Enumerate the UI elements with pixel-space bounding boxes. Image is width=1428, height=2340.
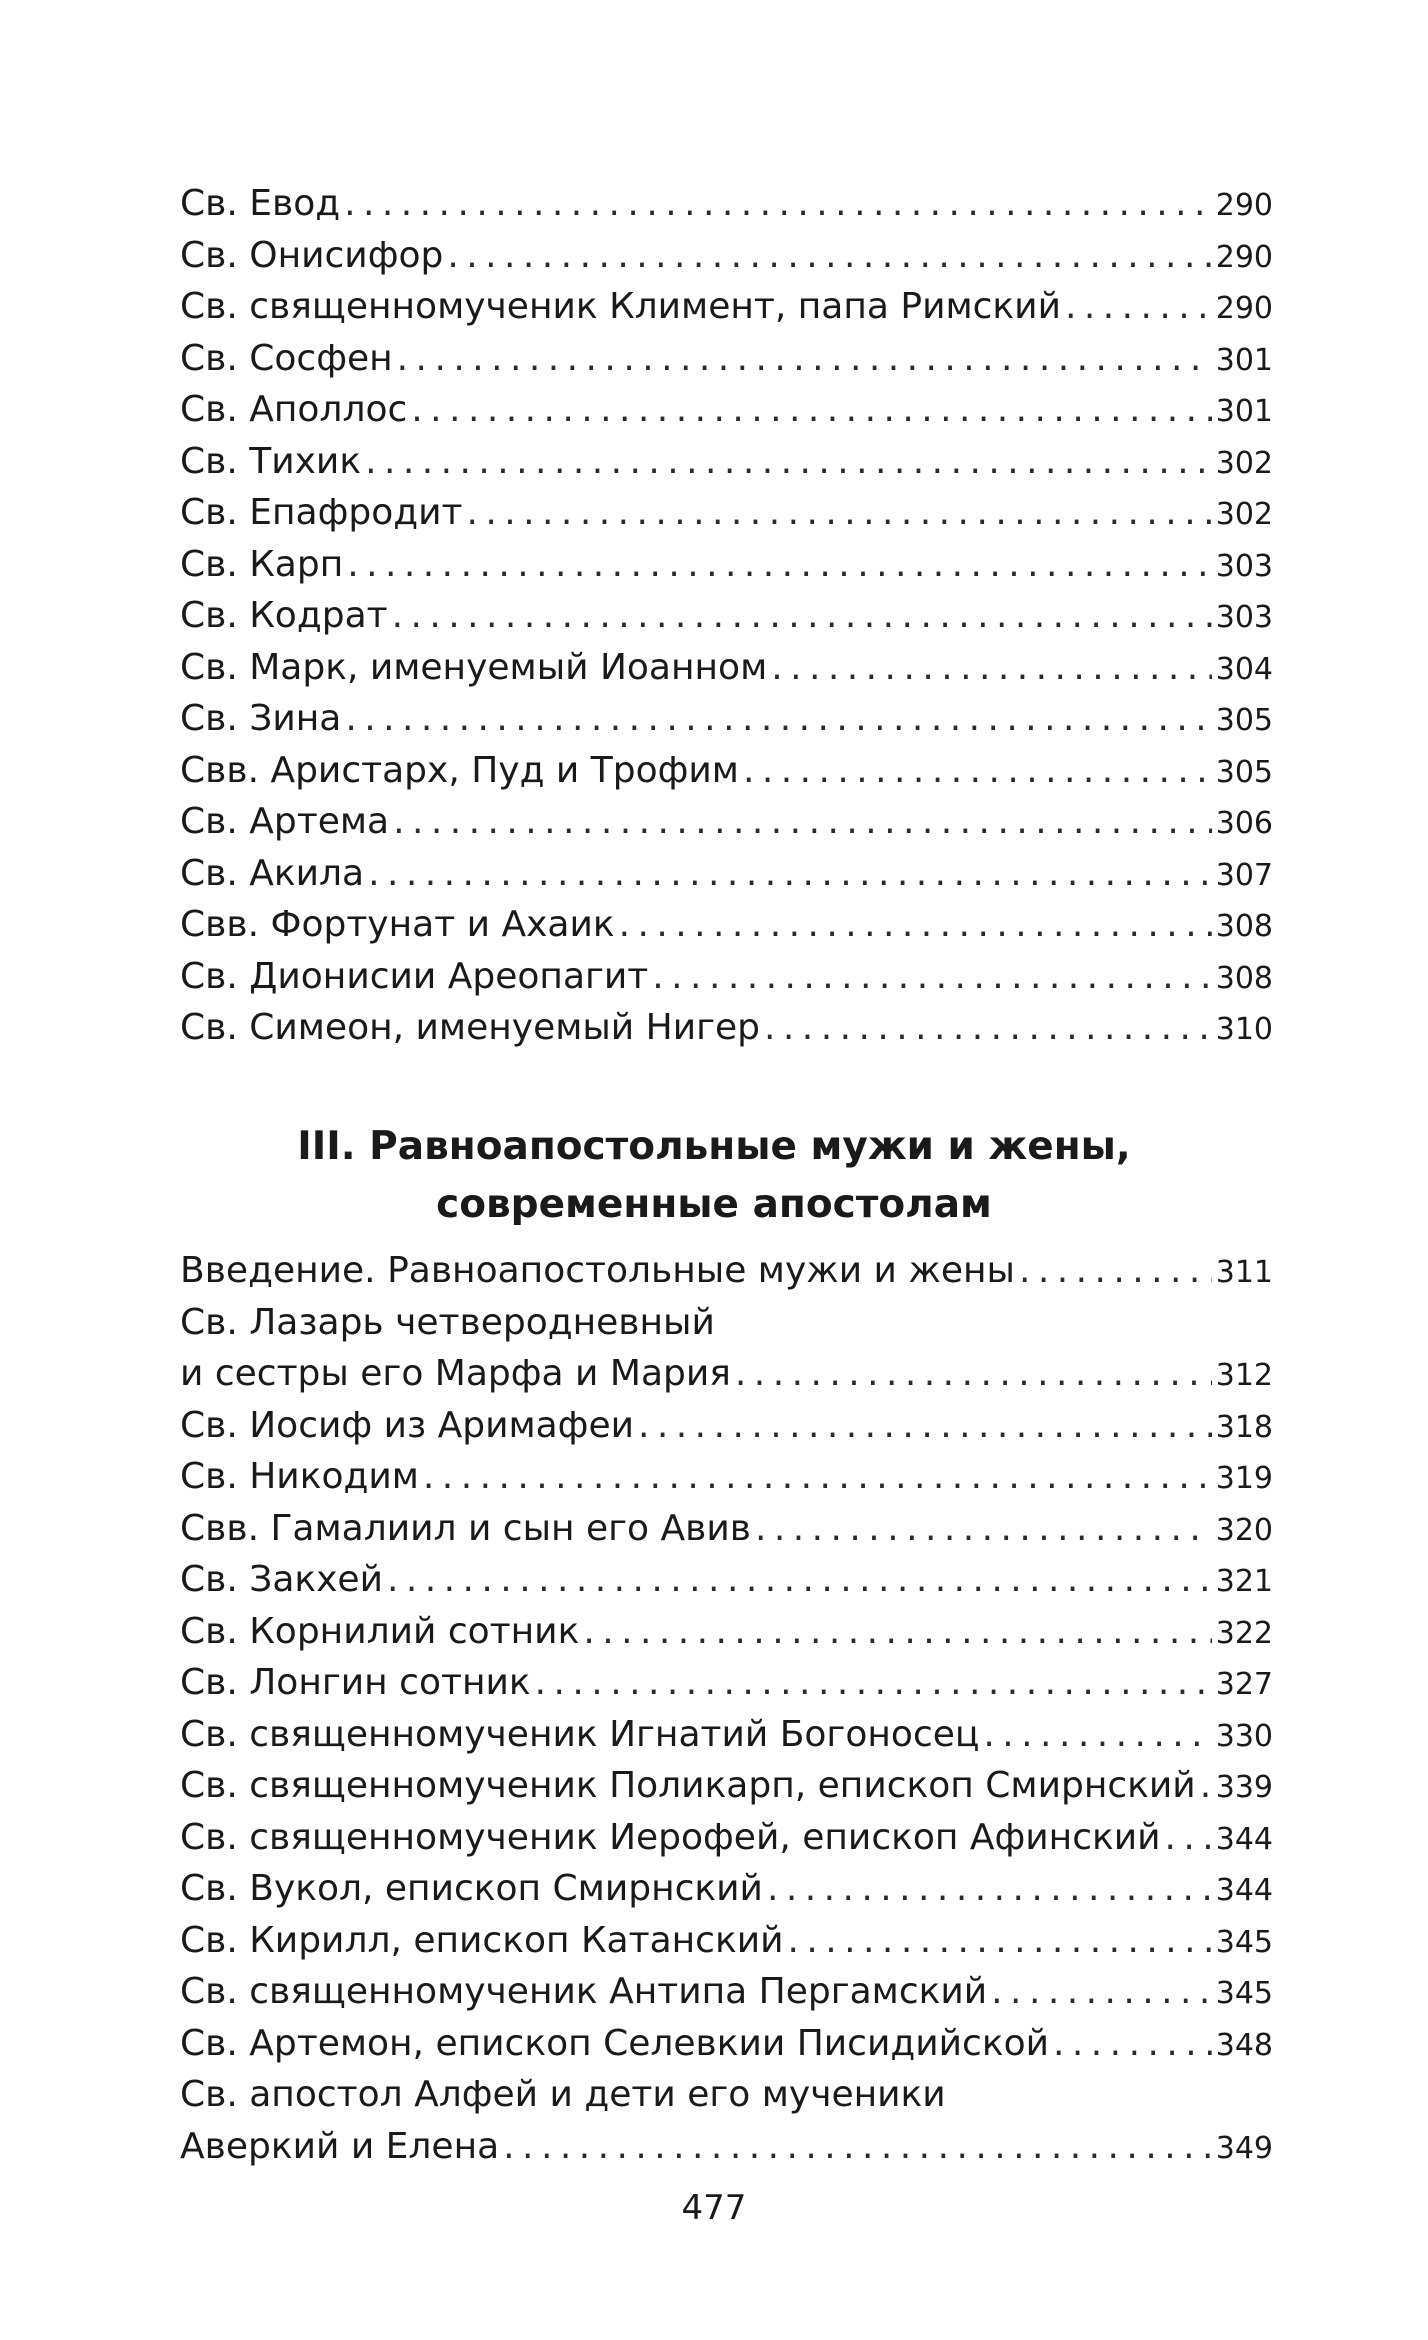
toc-entry-page: 305 bbox=[1215, 703, 1273, 738]
dot-leader bbox=[788, 1915, 1212, 1967]
toc-entry bbox=[180, 1915, 1273, 1967]
toc-entry-page: 302 bbox=[1215, 497, 1273, 532]
toc-entry bbox=[180, 1863, 1273, 1915]
toc-entry-page: 345 bbox=[1215, 1976, 1273, 2011]
toc-entry bbox=[180, 436, 1273, 488]
toc-entry-title: Свв. Аристарх, Пуд и Трофим bbox=[180, 749, 739, 791]
toc-entry-title: Св. Артемон, епископ Селевкии Писидийской bbox=[180, 2022, 1050, 2064]
toc-entry-page: 320 bbox=[1215, 1512, 1273, 1548]
toc-entry-page: 308 bbox=[1215, 909, 1273, 944]
toc-entry-title: Св. Артема bbox=[180, 801, 390, 842]
toc-entry-title: Св. Епафродит bbox=[180, 492, 463, 533]
toc-entry-page: 319 bbox=[1215, 1461, 1273, 1496]
toc-entry bbox=[180, 281, 1273, 333]
toc-entry-page: 348 bbox=[1215, 2027, 1273, 2063]
toc-entry bbox=[180, 1606, 1273, 1658]
toc-entry bbox=[180, 951, 1273, 1003]
dot-leader bbox=[467, 487, 1212, 539]
toc-entry-page: 327 bbox=[1215, 1667, 1273, 1702]
dot-leader bbox=[1065, 281, 1212, 333]
toc-entry bbox=[180, 1002, 1273, 1054]
toc-entry bbox=[180, 1812, 1273, 1864]
dot-leader bbox=[344, 178, 1212, 230]
dot-leader bbox=[764, 1002, 1212, 1054]
section-heading-line-1: III. Равноапостольные мужи и жены, bbox=[297, 1124, 1131, 1169]
toc-entry bbox=[180, 2018, 1273, 2070]
dot-leader bbox=[365, 436, 1212, 488]
toc-entry-page: 339 bbox=[1215, 1770, 1273, 1805]
dot-leader bbox=[392, 590, 1212, 642]
toc-entry-title: Св. Карп bbox=[180, 543, 344, 585]
toc-entry-page: 345 bbox=[1215, 1924, 1273, 1960]
toc-entry bbox=[180, 1451, 1273, 1503]
toc-entry-title: Аверкий и Елена bbox=[180, 2125, 500, 2167]
page-number: 477 bbox=[681, 2188, 747, 2228]
toc-entry bbox=[180, 1554, 1273, 1606]
toc-entry-page: 307 bbox=[1215, 857, 1273, 893]
dot-leader bbox=[393, 796, 1212, 848]
dot-leader bbox=[345, 693, 1211, 745]
dot-leader bbox=[735, 1348, 1212, 1400]
toc-entry-page: 305 bbox=[1215, 754, 1273, 790]
toc-entry-page: 349 bbox=[1215, 2130, 1273, 2166]
toc-entry-title: Св. Марк, именуемый Иоанном bbox=[180, 646, 768, 688]
toc-entry-title: Св. Зина bbox=[180, 698, 342, 739]
toc-entry-page: 302 bbox=[1215, 445, 1273, 481]
toc-list-top bbox=[180, 178, 1273, 1054]
dot-leader bbox=[771, 642, 1212, 694]
toc-entry bbox=[180, 1657, 1273, 1709]
dot-leader bbox=[1200, 1760, 1212, 1812]
dot-leader bbox=[411, 384, 1211, 436]
dot-leader bbox=[743, 745, 1212, 797]
toc-entry bbox=[180, 539, 1273, 591]
toc-entry-title: Введение. Равноапостольные мужи и жены bbox=[180, 1250, 1015, 1291]
toc-entry-page: 344 bbox=[1215, 1821, 1273, 1857]
toc-entry-title: Св. Кирилл, епископ Катанский bbox=[180, 1919, 784, 1961]
dot-leader bbox=[1053, 2018, 1212, 2070]
toc-entry-page: 301 bbox=[1215, 342, 1273, 378]
dot-leader bbox=[535, 1657, 1212, 1709]
toc-entry bbox=[180, 796, 1273, 848]
dot-leader bbox=[991, 1966, 1212, 2018]
section-heading bbox=[0, 1118, 1428, 1234]
toc-entry-title: Св. Сосфен bbox=[180, 337, 393, 379]
toc-entry-title: Св. Онисифор bbox=[180, 234, 444, 276]
toc-entry-title: Св. Евод bbox=[180, 183, 341, 224]
toc-entry-page: 303 bbox=[1215, 548, 1273, 584]
dot-leader bbox=[447, 230, 1211, 282]
toc-entry bbox=[180, 1503, 1273, 1555]
toc-entry bbox=[180, 487, 1273, 539]
toc-entry bbox=[180, 230, 1273, 282]
toc-entry bbox=[180, 899, 1273, 951]
toc-entry bbox=[180, 642, 1273, 694]
toc-entry-page: 311 bbox=[1215, 1255, 1273, 1290]
toc-entry-page: 344 bbox=[1215, 1873, 1273, 1908]
toc-entry-title: Св. священномученик Игнатий Богоносец bbox=[180, 1713, 980, 1755]
toc-entry-title: Св. Симеон, именуемый Нигер bbox=[180, 1007, 761, 1048]
toc-entry-title: Св. Вукол, епископ Смирнский bbox=[180, 1868, 763, 1909]
toc-entry-first-line: Св. апостол Алфей и дети его мученики bbox=[180, 2074, 946, 2115]
dot-leader bbox=[368, 848, 1212, 900]
toc-entry-title: Св. Корнилий сотник bbox=[180, 1610, 580, 1652]
dot-leader bbox=[767, 1863, 1212, 1915]
toc-entry-title: Свв. Гамалиил и сын его Авив bbox=[180, 1507, 751, 1549]
toc-entry-page: 310 bbox=[1215, 1012, 1273, 1047]
toc-entry bbox=[180, 1400, 1273, 1452]
dot-leader bbox=[652, 951, 1211, 1003]
toc-entry bbox=[180, 693, 1273, 745]
dot-leader bbox=[583, 1606, 1211, 1658]
toc-entry-title: Св. Никодим bbox=[180, 1456, 419, 1497]
toc-entry bbox=[180, 1245, 1273, 1297]
toc-entry bbox=[180, 2121, 1273, 2173]
toc-entry-page: 290 bbox=[1215, 291, 1273, 326]
dot-leader bbox=[755, 1503, 1212, 1555]
toc-list-bottom bbox=[180, 1245, 1273, 2172]
toc-entry-title: и сестры его Марфа и Мария bbox=[180, 1353, 731, 1394]
toc-entry bbox=[180, 384, 1273, 436]
toc-entry-page: 290 bbox=[1215, 188, 1273, 223]
dot-leader bbox=[347, 539, 1211, 591]
dot-leader bbox=[1019, 1245, 1212, 1297]
toc-entry bbox=[180, 1760, 1273, 1812]
toc-entry-title: Св. Тихик bbox=[180, 440, 362, 482]
toc-entry-page: 318 bbox=[1215, 1409, 1273, 1445]
dot-leader bbox=[638, 1400, 1212, 1452]
dot-leader bbox=[1165, 1812, 1212, 1864]
toc-entry-page: 290 bbox=[1215, 239, 1273, 275]
section-heading-line-2: современные апостолам bbox=[436, 1182, 992, 1227]
dot-leader bbox=[619, 899, 1212, 951]
toc-entry bbox=[180, 333, 1273, 385]
dot-leader bbox=[397, 333, 1212, 385]
toc-entry bbox=[180, 590, 1273, 642]
toc-entry-page: 312 bbox=[1215, 1358, 1273, 1393]
dot-leader bbox=[387, 1554, 1212, 1606]
toc-entry-title: Свв. Фортунат и Ахаик bbox=[180, 904, 615, 945]
toc-entry-title: Св. Закхей bbox=[180, 1559, 383, 1600]
toc-entry-title: Св. Аполлос bbox=[180, 389, 408, 430]
toc-entry-page: 330 bbox=[1215, 1718, 1273, 1754]
toc-entry-page: 306 bbox=[1215, 806, 1273, 841]
toc-entry-title: Св. Дионисии Ареопагит bbox=[180, 955, 649, 997]
toc-entry-title: Св. священномученик Антипа Пергамский bbox=[180, 1971, 988, 2012]
dot-leader bbox=[423, 1451, 1212, 1503]
toc-entry-title: Св. священномученик Поликарп, епископ Смирнский bbox=[180, 1765, 1196, 1806]
toc-entry-page: 303 bbox=[1215, 600, 1273, 635]
toc-entry-title: Св. Акила bbox=[180, 852, 365, 894]
dot-leader bbox=[983, 1709, 1211, 1761]
toc-entry bbox=[180, 745, 1273, 797]
toc-entry-title: Св. Иосиф из Аримафеи bbox=[180, 1404, 635, 1446]
toc-entry-page: 322 bbox=[1215, 1615, 1273, 1651]
toc-entry-page: 301 bbox=[1215, 394, 1273, 429]
toc-entry-title: Св. священномученик Иерофей, епископ Афинский bbox=[180, 1816, 1161, 1858]
toc-entry-title: Св. Лонгин сотник bbox=[180, 1662, 531, 1703]
toc-entry bbox=[180, 848, 1273, 900]
toc-entry bbox=[180, 1348, 1273, 1400]
toc-entry-page: 308 bbox=[1215, 960, 1273, 996]
toc-entry-title: Св. Кодрат bbox=[180, 595, 388, 636]
dot-leader bbox=[503, 2121, 1212, 2173]
toc-entry-page: 321 bbox=[1215, 1564, 1273, 1599]
toc-entry-page: 304 bbox=[1215, 651, 1273, 687]
toc-entry bbox=[180, 178, 1273, 230]
toc-entry-title: Св. священномученик Климент, папа Римский bbox=[180, 286, 1061, 327]
toc-entry bbox=[180, 1966, 1273, 2018]
toc-entry bbox=[180, 1709, 1273, 1761]
toc-entry-first-line: Св. Лазарь четверодневный bbox=[180, 1301, 715, 1343]
